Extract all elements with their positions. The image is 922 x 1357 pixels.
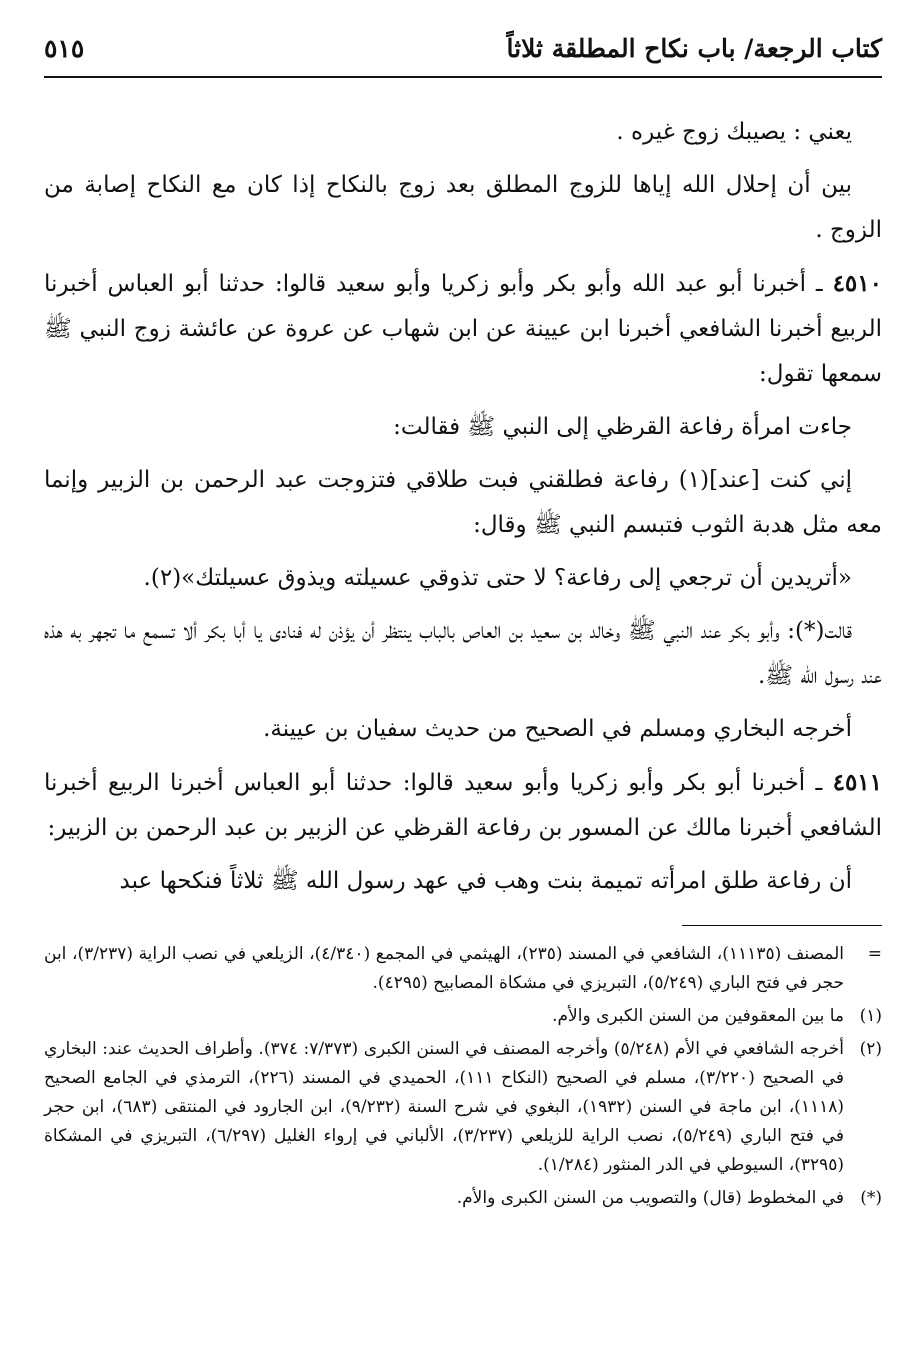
footnote [44, 1002, 882, 1031]
paragraph: أن رفاعة طلق امرأته تميمة بنت وهب في عهد رسول الله ﷺ ثلاثاً فنكحها عبد [119, 868, 852, 894]
footnote-separator [682, 925, 882, 926]
hadith-number: ٤٥١١ [832, 769, 883, 796]
main-text [44, 110, 882, 912]
footnote [44, 1184, 882, 1213]
footnote-text: أخرجه الشافعي في الأم (٥/٢٤٨) وأخرجه المصنف في السنن الكبرى (٧/٣٧٣: ٣٧٤). وأطراف الحديث عند: البخاري في الصحيح (٣/٢٢٠)، مسلم في الصحيح (النكاح ١١١)، الحميدي في المسند (٢٢٦)، الترمذي في الجامع الصحيح (١١١٨)، ابن ماجة في السنن (١٩٣٢)، البغوي في شرح السنة (٩/٢٣٢)، ابن الجارود في المنتقى (٦٨٣)، ابن حجر في فتح الباري (٥/٢٤٩)، نصب الراية للزيلعي (٣/٢٣٧)، الألباني في إرواء الغليل (٦/٢٩٧)، التبريزي في المشكاة (٣٢٩٥)، السيوطي في الدر المنثور (١/٢٨٤). [44, 1039, 844, 1175]
running-title: كتاب الرجعة/ باب نكاح المطلقة ثلاثاً [506, 34, 882, 63]
footnote-text: المصنف (١١١٣٥)، الشافعي في المسند (٢٣٥)، الهيثمي في المجمع (٤/٣٤٠)، الزيلعي في نصب الراية (٣/٢٣٧)، ابن حجر في فتح الباري (٥/٢٤٩)، التبريزي في مشكاة المصابيح (٤٢٩٥). [44, 944, 844, 993]
paragraph: إني كنت [عند](١) رفاعة فطلقني فبت طلاقي فتزوجت عبد الرحمن بن الزبير وإنما معه مثل هدبة الثوب فتبسم النبي ﷺ وقال: [44, 467, 882, 538]
footnote-marker: (٢) [859, 1039, 882, 1059]
hadith-paragraph: ٤٥١٠ ـ أخبرنا أبو عبد الله وأبو بكر وأبو زكريا وأبو سعيد قالوا: حدثنا أبو العباس أخبرنا الربيع أخبرنا الشافعي أخبرنا ابن عيينة عن ابن شهاب عن عروة عن عائشة زوج النبي ﷺ سمعها تقول: [44, 270, 882, 387]
hadith-paragraph: ٤٥١١ ـ أخبرنا أبو بكر وأبو زكريا وأبو سعيد قالوا: حدثنا أبو العباس أخبرنا الربيع أخبرنا الشافعي أخبرنا مالك عن المسور بن رفاعة القرظي عن الزبير بن عبد الرحمن بن الزبير: [44, 769, 883, 841]
page-number: ٥١٥ [44, 34, 85, 63]
footnote-text: في المخطوط (قال) والتصويب من السنن الكبرى والأم. [456, 1188, 844, 1208]
footnote [44, 940, 882, 998]
paragraph: قالت(*): وأبو بكر عند النبي ﷺ وخالد بن سعيد بن العاص بالباب ينتظر أن يؤذن له فنادى يا أبا بكر ألا تسمع ما تجهر به هذه عند رسول الله ﷺ. [44, 618, 882, 689]
page-header [44, 26, 882, 78]
footnote-marker: (*) [860, 1188, 882, 1208]
footnote [44, 1035, 882, 1180]
footnote-text: ما بين المعقوفين من السنن الكبرى والأم. [552, 1006, 844, 1026]
hadith-number: ٤٥١٠ [832, 270, 882, 297]
paragraph: يعني : يصيبك زوج غيره . [616, 119, 852, 145]
footnote-marker: = [867, 944, 882, 964]
paragraph: جاءت امرأة رفاعة القرظي إلى النبي ﷺ فقالت: [393, 414, 852, 440]
footnote-marker: (١) [859, 1006, 882, 1026]
paragraph: أخرجه البخاري ومسلم في الصحيح من حديث سفيان بن عيينة. [263, 716, 852, 742]
paragraph: بين أن إحلال الله إياها للزوج المطلق بعد زوج بالنكاح إذا كان مع النكاح إصابة من الزوج . [44, 172, 882, 243]
footnotes [44, 940, 882, 1217]
paragraph: «أتريدين أن ترجعي إلى رفاعة؟ لا حتى تذوقي عسيلته ويذوق عسيلتك»(٢). [143, 565, 852, 591]
